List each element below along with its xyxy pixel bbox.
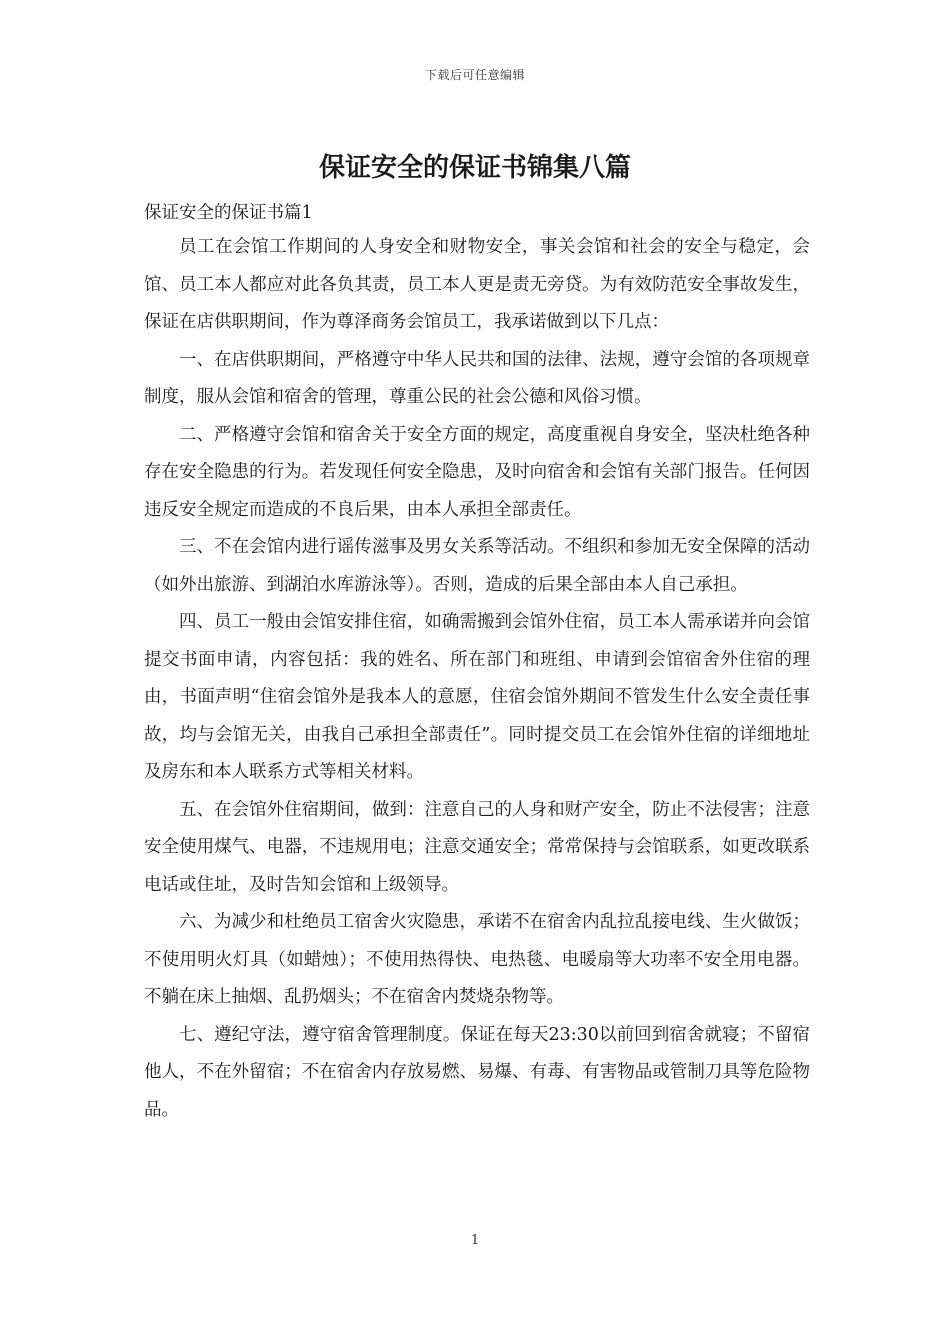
- paragraph-intro: 员工在会馆工作期间的人身安全和财物安全，事关会馆和社会的安全与稳定，会馆、员工本人都应对此各负其责，员工本人更是责无旁贷。为有效防范安全事故发生，保证在店供职期间，作为尊泽商务会馆员工，我承诺做到以下几点：: [144, 237, 810, 332]
- paragraph-item-2: 二、严格遵守会馆和宿舍关于安全方面的规定，高度重视自身安全，坚决杜绝各种存在安全隐患的行为。若发现任何安全隐患，及时向宿舍和会馆有关部门报告。任何因违反安全规定而造成的不良后果，由本人承担全部责任。: [144, 424, 810, 520]
- paragraph-item-5: 五、在会馆外住宿期间，做到：注意自己的人身和财产安全，防止不法侵害；注意安全使用煤气、电器，不违规用电；注意交通安全；常常保持与会馆联系，如更改联系电话或住址，及时告知会馆和上级领导。: [144, 799, 810, 895]
- header-note: 下载后可任意编辑: [424, 68, 525, 82]
- paragraph-item-1: 一、在店供职期间，严格遵守中华人民共和国的法律、法规，遵守会馆的各项规章制度，服从会馆和宿舍的管理，尊重公民的社会公德和风俗习惯。: [144, 349, 810, 407]
- paragraph-item-7: 七、遵纪守法，遵守宿舍管理制度。保证在每天23:30以前回到宿舍就寝；不留宿他人，不在外留宿；不在宿舍内存放易燃、易爆、有毒、有害物品或管制刀具等危险物品。: [144, 1024, 810, 1120]
- paragraph-item-3: 三、不在会馆内进行谣传滋事及男女关系等活动。不组织和参加无安全保障的活动（如外出旅游、到湖泊水库游泳等）。否则，造成的后果全部由本人自己承担。: [144, 537, 810, 595]
- page-number: 1: [470, 1233, 480, 1248]
- body-text: [144, 229, 810, 1129]
- document-title: 保证安全的保证书锦集八篇: [318, 153, 631, 183]
- section-heading: 保证安全的保证书篇1: [144, 203, 313, 223]
- paragraph-item-4: 四、员工一般由会馆安排住宿，如确需搬到会馆外住宿，员工本人需承诺并向会馆提交书面申请，内容包括：我的姓名、所在部门和班组、申请到会馆宿舍外住宿的理由，书面声明“住宿会馆外是我本人的意愿，住宿会馆外期间不管发生什么安全责任事故，均与会馆无关，由我自己承担全部责任”。同时提交员工在会馆外住宿的详细地址及房东和本人联系方式等相关材料。: [144, 612, 810, 782]
- paragraph-item-6: 六、为减少和杜绝员工宿舍火灾隐患，承诺不在宿舍内乱拉乱接电线、生火做饭；不使用明火灯具（如蜡烛）；不使用热得快、电热毯、电暖扇等大功率不安全用电器。不躺在床上抽烟、乱扔烟头；不在宿舍内焚烧杂物等。: [144, 912, 810, 1007]
